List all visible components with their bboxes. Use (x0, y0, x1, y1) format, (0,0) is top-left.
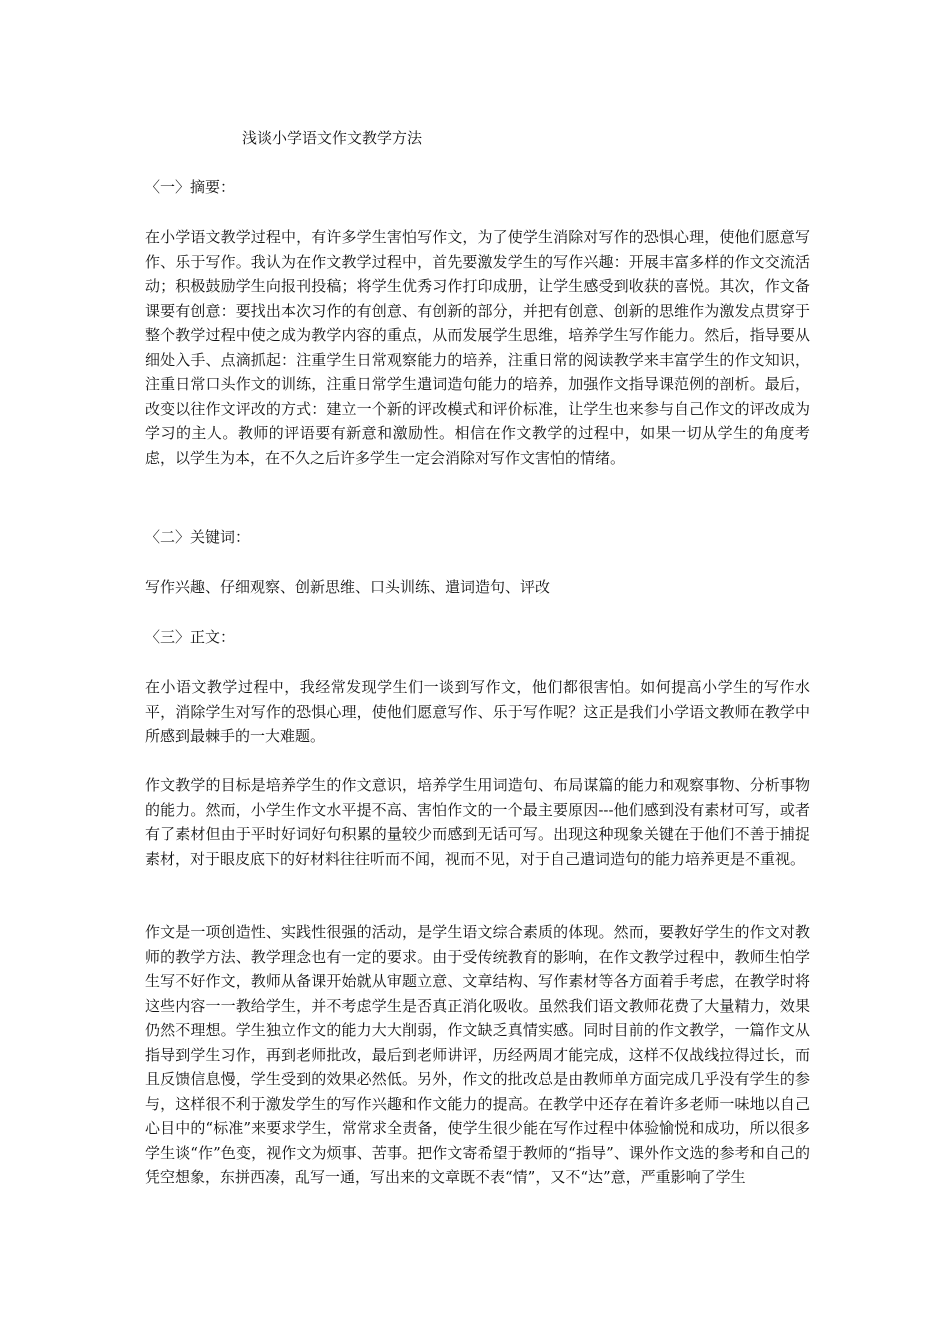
abstract-paragraph: 在小学语文教学过程中，有许多学生害怕写作文，为了使学生消除对写作的恐惧心理，使他们愿意写作、乐于写作。我认为在作文教学过程中，首先要激发学生的写作兴趣：开展丰富多样的作文交流活动；积极鼓励学生向报刊投稿；将学生优秀习作打印成册，让学生感受到收获的喜悦。其次，作文备课要有创意：要找出本次习作的有创意、有创新的部分，并把有创意、创新的思维作为激发点贯穿于整个教学过程中使之成为教学内容的重点，从而发展学生思维，培养学生写作能力。然后，指导要从细处入手、点滴抓起：注重学生日常观察能力的培养，注重日常的阅读教学来丰富学生的作文知识，注重日常口头作文的训练，注重日常学生遣词造句能力的培养，加强作文指导课范例的剖析。最后，改变以往作文评改的方式：建立一个新的评改模式和评价标准，让学生也来参与自己作文的评改成为学习的主人。教师的评语要有新意和激励性。相信在作文教学的过程中，如果一切从学生的角度考虑，以学生为本，在不久之后许多学生一定会消除对写作文害怕的情绪。 (145, 228, 810, 467)
section-heading-abstract: 〈一〉摘要： (145, 178, 236, 196)
document-title: 浅谈小学语文作文教学方法 (242, 129, 423, 147)
body-paragraph-1: 在小语文教学过程中，我经常发现学生们一谈到写作文，他们都很害怕。如何提高小学生的写作水平，消除学生对写作的恐惧心理，使他们愿意写作、乐于写作呢？这正是我们小学语文教师在教学中所感到最棘手的一大难题。 (145, 678, 810, 745)
body-paragraph-2: 作文教学的目标是培养学生的作文意识，培养学生用词造句、布局谋篇的能力和观察事物、分析事物的能力。然而，小学生作文水平提不高、害怕作文的一个最主要原因---他们感到没有素材可写，或者有了素材但由于平时好词好句积累的量较少而感到无话可写。出现这种现象关键在于他们不善于捕捉素材，对于眼皮底下的好材料往往听而不闻，视而不见，对于自己遣词造句的能力培养更是不重视。 (145, 776, 810, 868)
section-heading-body: 〈三〉正文： (145, 628, 236, 646)
body-paragraph-3: 作文是一项创造性、实践性很强的活动，是学生语文综合素质的体现。然而，要教好学生的作文对教师的教学方法、教学理念也有一定的要求。由于受传统教育的影响，在作文教学过程中，教师生怕学生写不好作文，教师从备课开始就从审题立意、文章结构、写作素材等各方面着手考虑，在教学时将这些内容一一教给学生，并不考虑学生是否真正消化吸收。虽然我们语文教师花费了大量精力，效果仍然不理想。学生独立作文的能力大大削弱，作文缺乏真情实感。同时目前的作文教学，一篇作文从指导到学生习作，再到老师批改，最后到老师讲评，历经两周才能完成，这样不仅战线拉得过长，而且反馈信息慢，学生受到的效果必然低。另外，作文的批改总是由教师单方面完成几乎没有学生的参与，这样很不利于激发学生的写作兴趣和作文能力的提高。在教学中还存在着许多老师一味地以自己心目中的“标准”来要求学生，常常求全责备，使学生很少能在写作过程中体验愉悦和成功，所以很多学生谈“作”色变，视作文为烦事、苦事。把作文寄希望于教师的“指导”、课外作文选的参考和自己的凭空想象，东拼西凑，乱写一通，写出来的文章既不表“情”，又不“达”意，严重影响了学生 (145, 923, 810, 1186)
section-heading-keywords: 〈二〉关键词： (145, 528, 251, 546)
keywords-paragraph: 写作兴趣、仔细观察、创新思维、口头训练、遣词造句、评改 (145, 578, 551, 596)
